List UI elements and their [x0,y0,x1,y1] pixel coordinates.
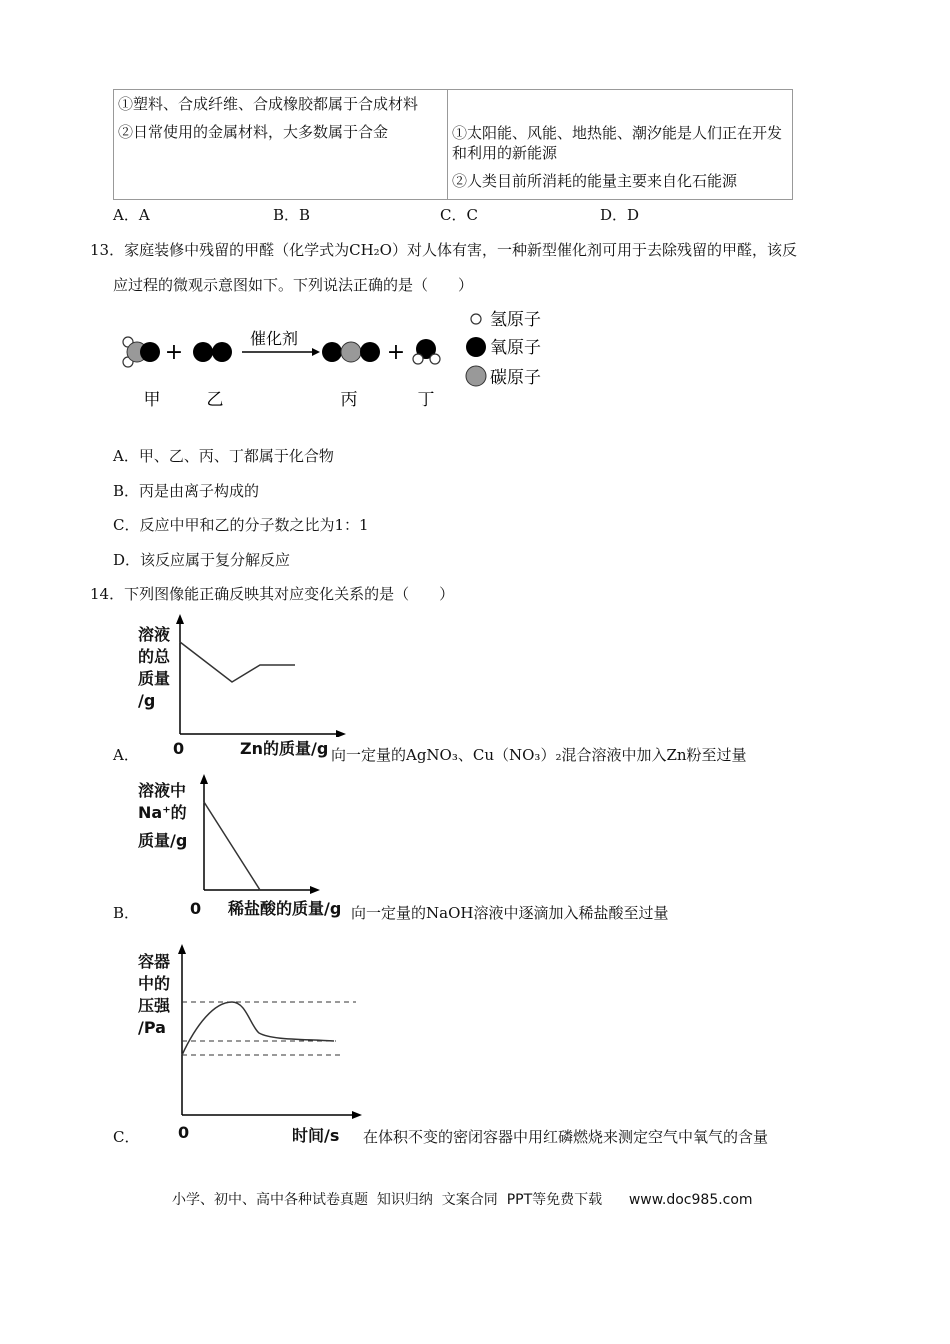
legend-hydrogen: 氢原子 [490,310,541,330]
x-arrow-icon [310,886,320,894]
graph-b-ylabel-line: Na⁺的 [138,803,187,822]
graph-b-origin: 0 [190,899,202,918]
catalyst-label: 催化剂 [249,329,299,348]
page-footer: 小学、初中、高中各种试卷真题 知识归纳 文案合同 PPT等免费下载 www.doc985.com [172,1192,753,1208]
name-bing: 丙 [340,390,358,410]
q12-option-c: C．C [440,206,478,224]
graph-c-chart [174,940,366,1120]
q13-option-c: C．反应中甲和乙的分子数之比为1：1 [113,516,369,534]
graph-a-ylabel-line: /g [138,691,156,710]
q12-options-table [113,89,793,200]
graph-a-ylabel-line: 的总 [138,647,171,666]
molecule-bing [322,342,380,362]
graph-a-desc: 向一定量的AgNO₃、Cu（NO₃）₂混合溶液中加入Zn粉至过量 [331,746,747,764]
legend-carbon: 碳原子 [490,368,541,388]
graph-a-origin: 0 [173,739,185,758]
graph-c-ylabel-line: 中的 [138,974,171,993]
graph-a-ylabel-line: 质量 [138,669,171,688]
graph-b-ylabel-line: 溶液中 [138,781,187,800]
x-arrow-icon [352,1111,362,1119]
y-arrow-icon [178,944,186,954]
graph-b-ylabel [138,780,187,852]
graph-a-ylabel-line: 溶液 [138,625,171,644]
q12-option-a: A．A [113,206,150,224]
graph-b-chart [196,772,326,897]
table-cell-left [114,90,448,200]
legend-hydrogen-icon [471,314,481,324]
graph-b-ylabel-line: 质量/g [138,831,188,850]
graph-c-option: C． [113,1128,140,1146]
q13-option-a: A．甲、乙、丙、丁都属于化合物 [113,447,334,465]
x-arrow-icon [336,730,346,737]
reaction-diagram [110,305,570,420]
name-yi: 乙 [206,390,224,410]
graph-c-desc: 在体积不变的密闭容器中用红磷燃烧来测定空气中氧气的含量 [363,1128,769,1146]
graph-a-option: A． [113,746,139,764]
graph-c-ylabel-line: /Pa [138,1018,166,1037]
q12-option-d: D．D [600,206,640,224]
table-right-item-1: ①太阳能、风能、地热能、潮汐能是人们正在开发和利用的新能源 [452,124,783,162]
molecule-jia [123,337,160,367]
table-right-item-2: ②人类目前所消耗的能量主要来自化石能源 [452,172,738,190]
graph-c-ylabel-line: 容器 [138,952,171,971]
graph-b-desc: 向一定量的NaOH溶液中逐滴加入稀盐酸至过量 [351,904,669,922]
plus-sign-1: + [164,340,184,365]
graph-a-xlabel: Zn的质量/g [240,739,329,758]
name-jia: 甲 [143,390,161,410]
q13-option-d: D．该反应属于复分解反应 [113,551,291,569]
y-arrow-icon [200,774,208,784]
q13-stem-line1: 13．家庭装修中残留的甲醛（化学式为CH₂O）对人体有害，一种新型催化剂可用于去除残留的甲醛，该反 [90,241,797,259]
q13-stem-line2: 应过程的微观示意图如下。下列说法正确的是（ ） [113,276,474,294]
legend-oxygen-icon [466,337,486,357]
name-ding: 丁 [417,390,435,410]
graph-a-ylabel [138,624,170,712]
q13-option-b: B．丙是由离子构成的 [113,482,260,500]
table-left-item-1: ①塑料、合成纤维、合成橡胶都属于合成材料 [118,95,419,113]
graph-c-origin: 0 [178,1123,190,1142]
q12-option-b: B．B [273,206,311,224]
graph-b-curve [204,802,260,890]
table-cell-right [448,90,793,200]
graph-b-option: B． [113,904,140,922]
molecule-yi [193,342,232,362]
arrow-head-icon [312,348,320,356]
graph-b-xlabel: 稀盐酸的质量/g [228,899,342,918]
legend-carbon-icon [466,366,486,386]
table-left-item-2: ②日常使用的金属材料，大多数属于合金 [118,123,389,141]
graph-c-xlabel: 时间/s [292,1126,340,1145]
graph-c-curve [182,1002,334,1055]
molecule-ding [413,339,440,364]
graph-a-chart [170,612,350,737]
graph-c-ylabel [138,951,170,1039]
y-arrow-icon [176,614,184,624]
graph-c-ylabel-line: 压强 [138,996,171,1015]
q14-stem: 14．下列图像能正确反映其对应变化关系的是（ ） [90,585,455,603]
graph-a-curve [180,642,295,682]
legend-oxygen: 氧原子 [490,338,541,358]
plus-sign-2: + [386,340,406,365]
